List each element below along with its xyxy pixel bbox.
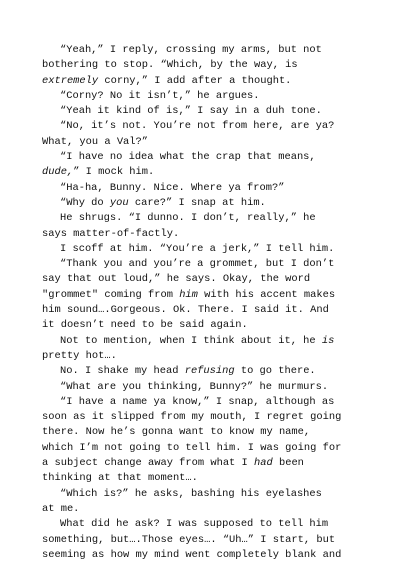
text-line — [42, 74, 387, 89]
text-line — [42, 334, 387, 349]
text-segment: care?” I snap at him. — [128, 196, 266, 209]
text-line — [42, 517, 387, 532]
text-segment: “Which is?” he asks, bashing his eyelashes — [60, 487, 322, 500]
text-segment: ” I mock him. — [73, 166, 155, 179]
text-line — [42, 272, 387, 287]
text-line — [42, 150, 387, 165]
text-line — [42, 349, 387, 364]
text-segment: there. Now he’s gonna want to know my name, — [42, 426, 311, 439]
text-line — [42, 288, 387, 303]
text-line — [42, 196, 387, 211]
text-line — [42, 487, 387, 502]
text-line — [42, 303, 387, 318]
text-segment: "grommet" coming from — [42, 288, 180, 301]
text-segment: “Corny? No it isn’t,” he argues. — [60, 89, 260, 102]
text-segment: seeming as how my mind went completely blank and — [42, 548, 342, 561]
emphasis-text: dude, — [42, 166, 74, 179]
text-segment: “Ha-ha, Bunny. Nice. Where ya from?” — [60, 181, 285, 194]
text-segment: “Why do — [60, 196, 110, 209]
text-segment: says matter-of-factly. — [42, 227, 180, 240]
emphasis-text: extremely — [42, 74, 99, 87]
text-line — [42, 227, 387, 242]
text-segment: No. I shake my head — [60, 365, 185, 378]
text-segment: something, but….Those eyes…. “Uh…” I start, but — [42, 533, 336, 546]
text-segment: pretty hot…. — [42, 349, 117, 362]
text-line — [42, 395, 387, 410]
text-line — [42, 211, 387, 226]
text-line — [42, 43, 387, 58]
text-line — [42, 456, 387, 471]
text-segment: “What are you thinking, Bunny?” he murmurs. — [60, 380, 329, 393]
text-line — [42, 471, 387, 486]
emphasis-text: you — [109, 196, 129, 209]
text-segment: “Yeah,” I reply, crossing my arms, but not — [60, 44, 322, 56]
emphasis-text: had — [254, 457, 273, 470]
body-text — [42, 43, 387, 563]
text-segment: a subject change away from what I — [42, 457, 255, 470]
text-line — [42, 364, 387, 379]
text-segment: him sound….Gorgeous. Ok. There. I said it. And — [42, 304, 329, 317]
text-line — [42, 89, 387, 104]
text-segment: which I’m not going to tell him. I was going for — [42, 441, 342, 454]
text-line — [42, 257, 387, 272]
text-segment: “Thank you and you’re a grommet, but I don’t — [60, 258, 335, 271]
text-segment: soon as it slipped from my mouth, I regret going — [42, 411, 342, 424]
text-segment: “I have a name ya know,” I snap, although as — [60, 395, 335, 408]
text-line — [42, 104, 387, 119]
text-line — [42, 425, 387, 440]
text-line — [42, 135, 387, 150]
text-segment: thinking at that moment…. — [42, 472, 198, 485]
text-segment: “Yeah it kind of is,” I say in a duh tone. — [60, 105, 322, 118]
text-line — [42, 119, 387, 134]
text-segment: What, you a Val?” — [42, 135, 149, 148]
text-segment: to go there. — [234, 365, 316, 378]
text-line — [42, 242, 387, 257]
text-segment: I scoff at him. “You’re a jerk,” I tell him. — [60, 242, 335, 255]
text-segment: say that out loud,” he says. Okay, the word — [42, 273, 311, 286]
text-segment: What did he ask? I was supposed to tell him — [60, 518, 329, 531]
text-segment: “No, it’s not. You’re not from here, are ya? — [60, 120, 335, 133]
text-line — [42, 318, 387, 333]
text-line — [42, 441, 387, 456]
emphasis-text: him — [179, 288, 198, 301]
text-segment: with his accent makes — [197, 288, 336, 301]
text-segment: Not to mention, when I think about it, he — [60, 334, 322, 347]
emphasis-text: is — [321, 334, 335, 347]
text-segment: He shrugs. “I dunno. I don’t, really,” he — [60, 212, 316, 225]
emphasis-text: refusing — [184, 365, 235, 378]
text-segment: “I have no idea what the crap that means, — [60, 151, 316, 164]
text-line — [42, 548, 387, 563]
text-segment: it doesn’t need to be said again. — [42, 319, 248, 332]
text-segment: at me. — [42, 502, 80, 515]
text-segment: been — [272, 457, 304, 470]
text-segment: bothering to stop. “Which, by the way, is — [42, 59, 298, 72]
text-line — [42, 181, 387, 196]
text-line — [42, 410, 387, 425]
text-line — [42, 380, 387, 395]
text-line — [42, 502, 387, 517]
text-line — [42, 58, 387, 73]
text-line — [42, 165, 387, 180]
text-segment: corny,” I add after a thought. — [98, 74, 292, 87]
text-line — [42, 533, 387, 548]
